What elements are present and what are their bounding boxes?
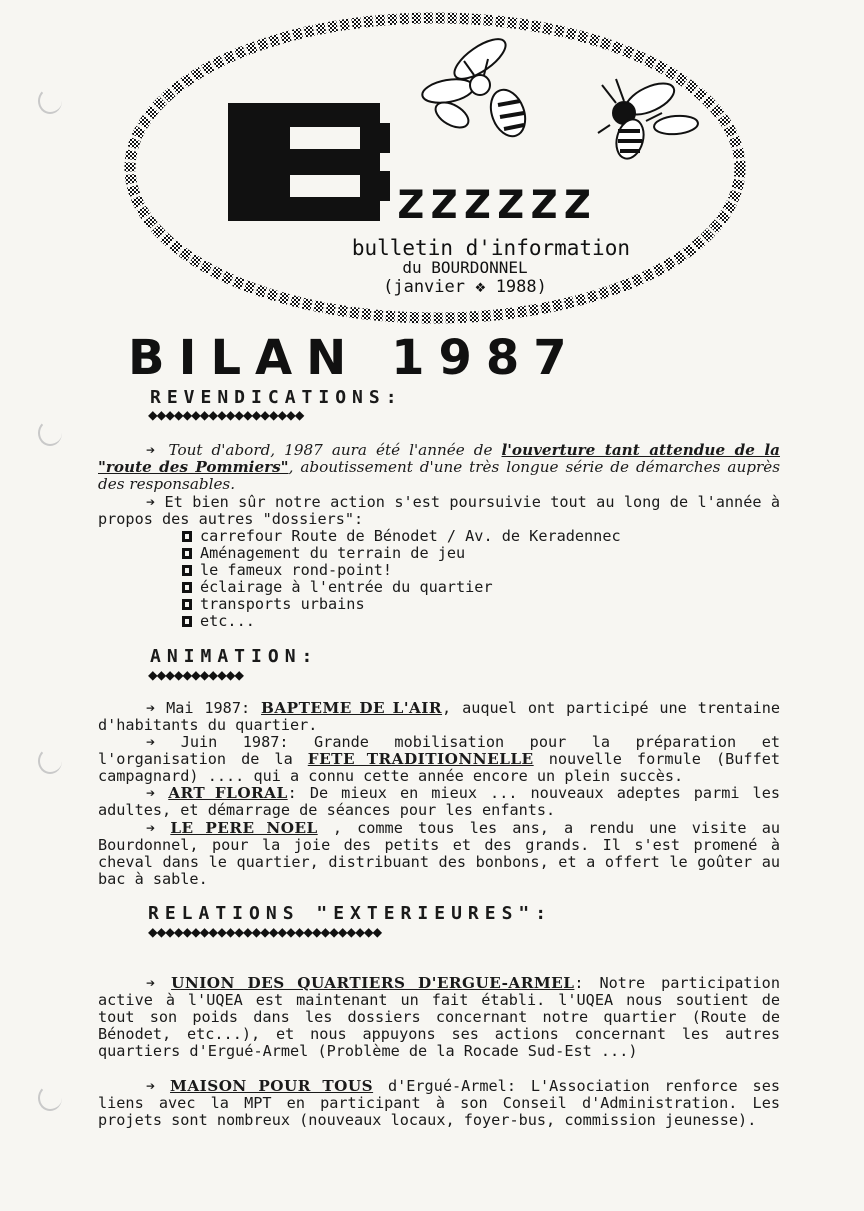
- dossiers-list: [182, 528, 621, 630]
- diamond-divider: ◆◆◆◆◆◆◆◆◆◆◆◆◆◆◆◆◆◆: [148, 405, 304, 424]
- punch-hole: [38, 420, 62, 446]
- arrow-icon: ➔: [146, 1077, 156, 1095]
- paragraph-art-floral: ➔ ART FLORAL: De mieux en mieux ... nouveaux adeptes parmi les adultes, et démarrage de séances pour les enfants.: [98, 784, 780, 819]
- arrow-icon: ➔: [146, 733, 156, 751]
- paragraph-mpt: ➔ MAISON POUR TOUS d'Ergué-Armel: L'Association renforce ses liens avec la MPT en participant à son Conseil d'Administration. Les projets sont nombreux (nouveaux locaux, foyer-bus, commission jeunesse).: [98, 1077, 780, 1129]
- section-heading-revendications: REVENDICATIONS:: [150, 387, 403, 408]
- logo-subtitle-line2: du BOURDONNEL: [402, 258, 528, 277]
- logo-subtitle-line1: bulletin d'information: [351, 236, 630, 260]
- paragraph-bapteme: ➔ Mai 1987: BAPTEME DE L'AIR, auquel ont participé une trentaine d'habitants du quartier.: [98, 699, 781, 734]
- list-item: etc...: [182, 613, 621, 630]
- section-heading-relations: RELATIONS "EXTERIEURES":: [148, 903, 553, 924]
- arrow-icon: ➔: [146, 441, 156, 459]
- paragraph-route-pommiers: ➔ Tout d'abord, 1987 aura été l'année de l'ouverture tant attendue de la "route des Pommiers", aboutissement d'une très longue série de démarches auprès des responsables.: [98, 441, 780, 493]
- punch-hole: [38, 748, 62, 774]
- list-item: éclairage à l'entrée du quartier: [182, 579, 621, 596]
- bzzzz-logo: [120, 5, 760, 330]
- buzz-letters: zzzzzz: [395, 171, 595, 231]
- page-title: BILAN 1987: [128, 330, 581, 386]
- logo-subtitle-line3: (janvier ❖ 1988): [383, 277, 547, 297]
- checkbox-bullet-icon: [182, 565, 192, 576]
- punch-hole: [38, 88, 62, 114]
- paragraph-dossiers: ➔ Et bien sûr notre action s'est poursuivie tout au long de l'année à propos des autres "dossiers":: [98, 493, 780, 528]
- bee-icon: [598, 77, 699, 162]
- list-item: carrefour Route de Bénodet / Av. de Keradennec: [182, 528, 621, 545]
- checkbox-bullet-icon: [182, 548, 192, 559]
- checkbox-bullet-icon: [182, 582, 192, 593]
- paragraph-pere-noel: ➔ LE PERE NOEL , comme tous les ans, a rendu une visite au Bourdonnel, pour la joie des petits et des grands. Il s'est promené à cheval dans le quartier, distribuant des bonbons, et a offert le goûter au bac à sable.: [98, 819, 780, 888]
- arrow-icon: ➔: [146, 784, 156, 802]
- arrow-icon: ➔: [146, 974, 156, 992]
- arrow-icon: ➔: [146, 493, 156, 511]
- punch-hole: [38, 1085, 62, 1111]
- checkbox-bullet-icon: [182, 599, 192, 610]
- list-item: le fameux rond-point!: [182, 562, 621, 579]
- arrow-icon: ➔: [146, 819, 156, 837]
- arrow-icon: ➔: [146, 699, 156, 717]
- section-heading-animation: ANIMATION:: [150, 646, 319, 667]
- checkbox-bullet-icon: [182, 616, 192, 627]
- paragraph-uqea: ➔ UNION DES QUARTIERS D'ERGUE-ARMEL: Notre participation active à l'UQEA est maintenant un fait établi. l'UQEA nous soutient de tout son poids dans les dossiers concernant notre quartier (Route de Bénodet, etc...), et nous appuyons ses actions concernant les autres quartiers d'Ergué-Armel (Problème de la Rocade Sud-Est ...): [98, 974, 780, 1060]
- paragraph-fete: ➔ Juin 1987: Grande mobilisation pour la préparation et l'organisation de la FETE TRADITIONNELLE nouvelle formule (Buffet campagnard) .... qui a connu cette année encore un plein succès.: [98, 733, 780, 785]
- list-item: Aménagement du terrain de jeu: [182, 545, 621, 562]
- big-b-letter: [228, 103, 390, 221]
- bee-icon: [420, 32, 531, 141]
- diamond-divider: ◆◆◆◆◆◆◆◆◆◆◆: [148, 665, 243, 684]
- diamond-divider: ◆◆◆◆◆◆◆◆◆◆◆◆◆◆◆◆◆◆◆◆◆◆◆◆◆◆◆: [148, 922, 382, 941]
- list-item: transports urbains: [182, 596, 621, 613]
- checkbox-bullet-icon: [182, 531, 192, 542]
